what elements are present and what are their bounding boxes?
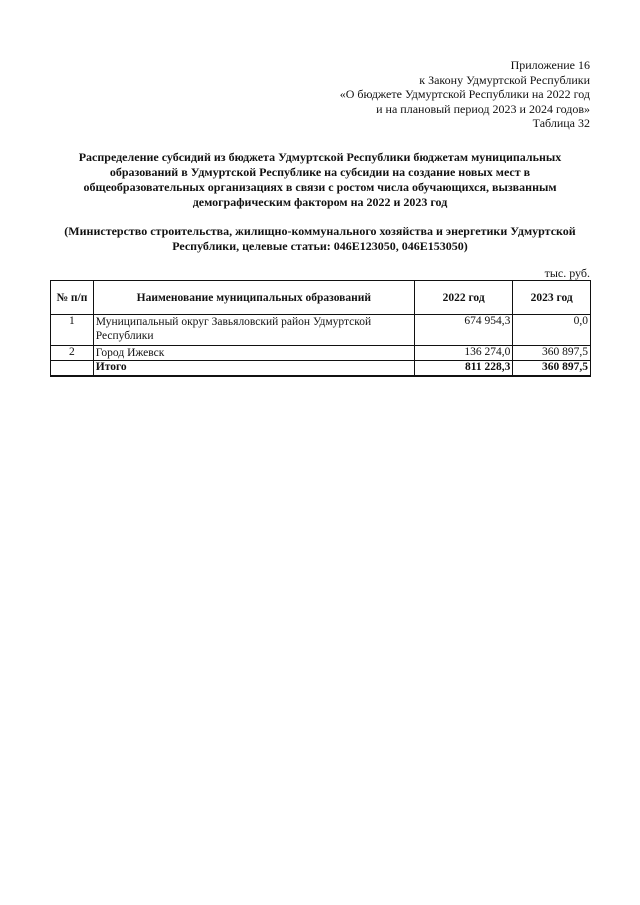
table-number: Таблица 32 (532, 116, 590, 130)
title-line: демографическим фактором на 2022 и 2023 год (192, 195, 448, 209)
document-title (60, 150, 580, 210)
appendix-line: «О бюджете Удмуртской Республики на 2022 год (339, 87, 590, 101)
row-2023: 360 897,5 (513, 346, 591, 361)
table-total-row (51, 361, 591, 377)
subtitle-line: (Министерство строительства, жилищно-коммунального хозяйства и энергетики Удмуртской (64, 224, 576, 238)
title-line: образований в Удмуртской Республике на субсидии на создание новых мест в (109, 165, 531, 179)
title-line: общеобразовательных организациях в связи с ростом числа обучающихся, вызванным (83, 180, 557, 194)
unit-label: тыс. руб. (544, 266, 590, 280)
appendix-line: к Закону Удмуртской Республики (419, 72, 590, 87)
appendix-line: Приложение 16 (510, 58, 590, 72)
appendix-header (340, 58, 590, 131)
total-label: Итого (93, 361, 414, 377)
header-2022: 2022 год (414, 281, 512, 315)
table-row (51, 346, 591, 361)
appendix-line: и на плановый период 2023 и 2024 годов» (376, 101, 590, 116)
row-number: 2 (51, 346, 94, 361)
total-empty-cell (51, 361, 94, 377)
row-name: Город Ижевск (93, 346, 414, 361)
header-number: № п/п (51, 281, 94, 315)
ministry-subtitle (55, 224, 585, 254)
row-2022: 674 954,3 (414, 315, 512, 346)
title-line: Распределение субсидий из бюджета Удмуртской Республики бюджетам муниципальных (78, 150, 562, 164)
subsidy-table (50, 280, 591, 377)
header-name: Наименование муниципальных образований (93, 281, 414, 315)
row-2022: 136 274,0 (414, 346, 512, 361)
table-row (51, 315, 591, 346)
header-2023: 2023 год (513, 281, 591, 315)
subtitle-line: Республики, целевые статьи: 046E123050, 046E153050) (172, 239, 468, 253)
row-2023: 0,0 (513, 315, 591, 346)
row-number: 1 (51, 315, 94, 346)
row-name: Муниципальный округ Завьяловский район Удмуртской Республики (93, 315, 414, 346)
total-2023: 360 897,5 (513, 361, 591, 377)
total-2022: 811 228,3 (414, 361, 512, 377)
table-header-row (51, 281, 591, 315)
